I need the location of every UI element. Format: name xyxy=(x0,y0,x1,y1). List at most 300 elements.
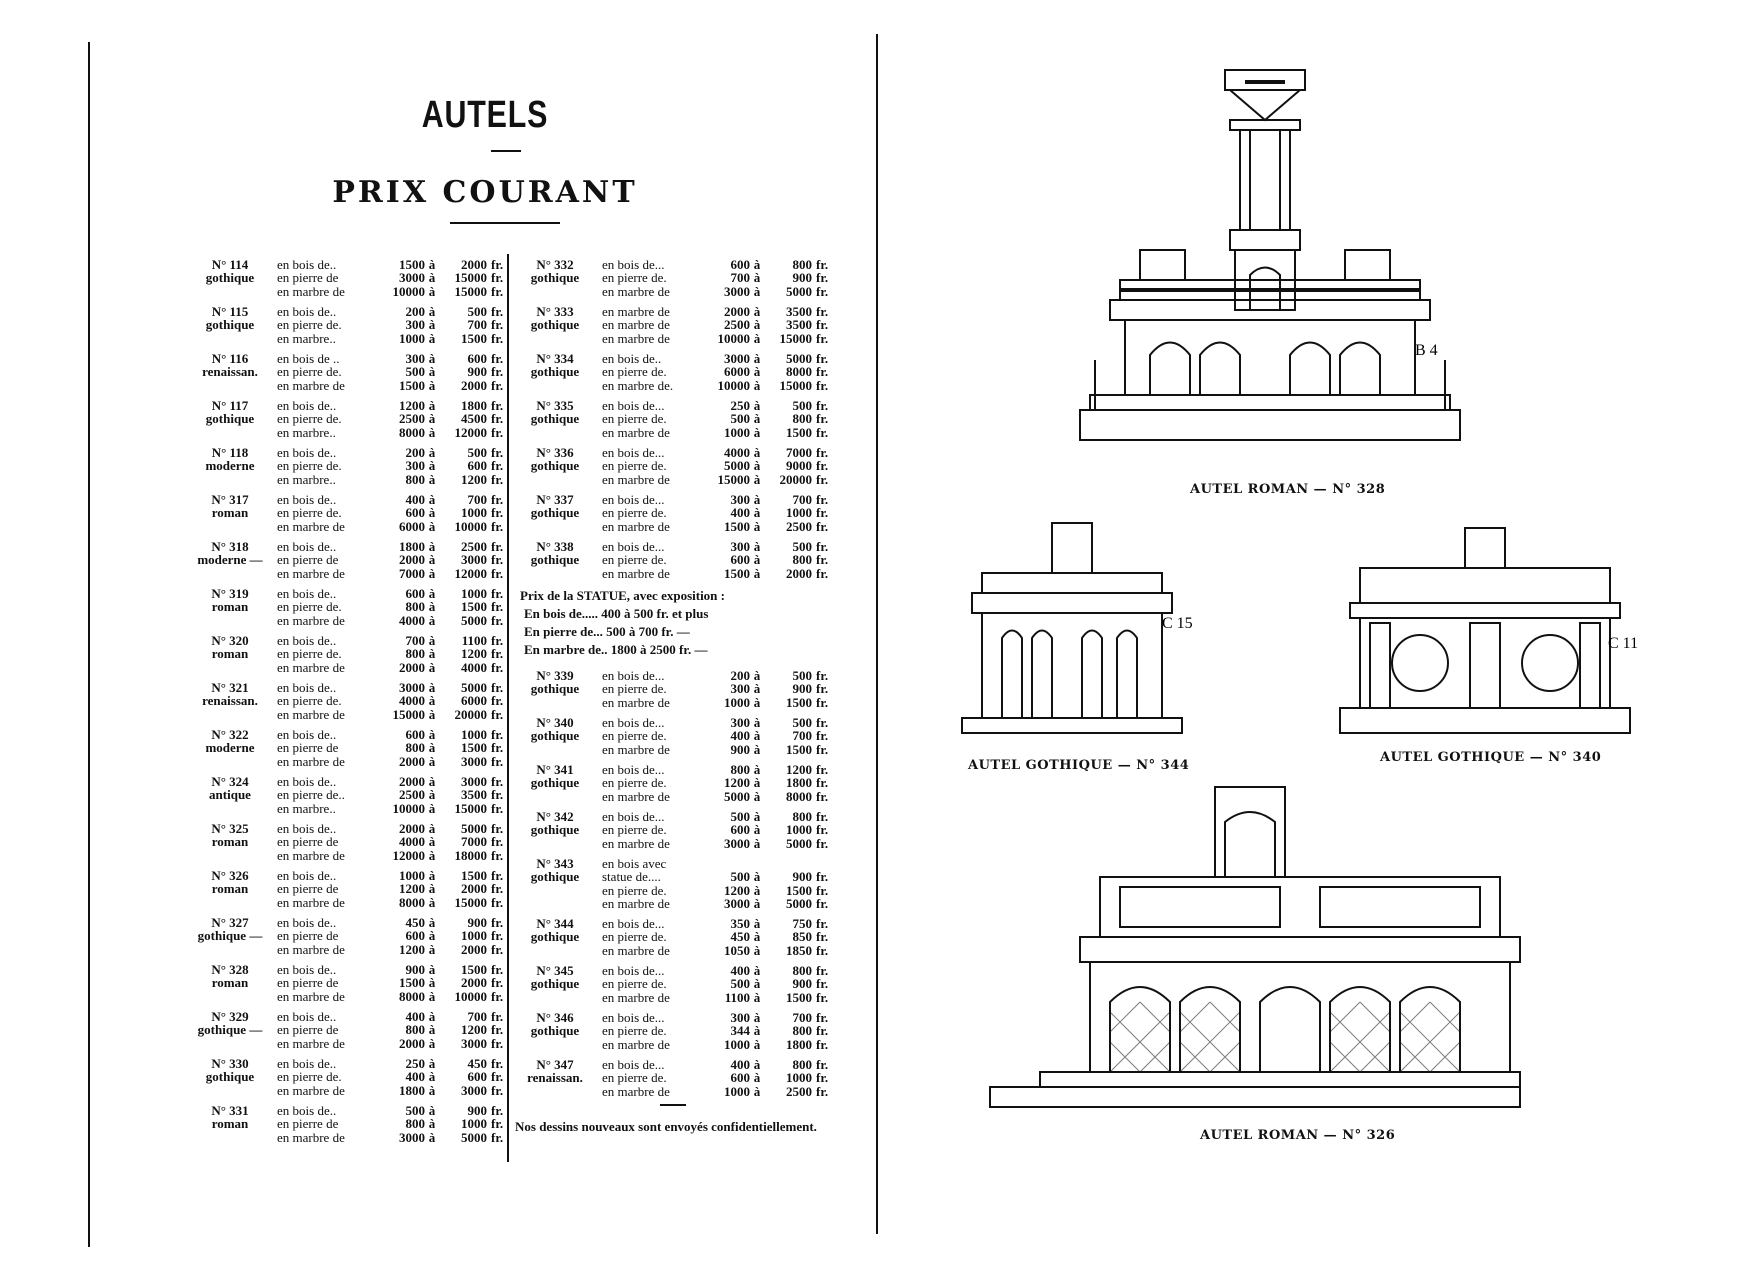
caption-altar-340: AUTEL GOTHIQUE — N° 340 xyxy=(1380,750,1602,765)
entry-number: N° 343 xyxy=(536,856,574,871)
price-a: à xyxy=(428,565,436,581)
price-lo: 4000 xyxy=(399,612,425,628)
price-mat: en bois de... xyxy=(602,809,665,824)
price-fr: fr. xyxy=(491,659,504,675)
price-fr: fr. xyxy=(491,505,504,521)
price-mat: en bois de.. xyxy=(277,1009,337,1024)
entry-label xyxy=(510,305,600,332)
price-a: à xyxy=(428,612,436,628)
price-lo: 1800 xyxy=(399,1082,425,1098)
price-mat: en pierre de. xyxy=(277,505,342,521)
price-mat: en marbre de xyxy=(277,988,345,1004)
price-entry xyxy=(510,964,930,1011)
price-lo: 1200 xyxy=(724,882,750,898)
price-lo: 344 xyxy=(730,1023,750,1039)
price-hi: 3000 xyxy=(461,1082,487,1098)
price-mat: en marbre de xyxy=(602,989,670,1005)
price-row xyxy=(277,352,515,365)
price-fr: fr. xyxy=(491,787,504,803)
entry-label xyxy=(510,857,600,884)
price-row xyxy=(602,285,840,298)
entry-number: N° 347 xyxy=(536,1057,574,1072)
price-a: à xyxy=(428,351,436,366)
price-lo: 600 xyxy=(405,928,425,944)
price-mat: en marbre de xyxy=(602,304,670,319)
price-row xyxy=(277,1057,515,1070)
price-row xyxy=(602,365,840,378)
price-lo: 600 xyxy=(405,727,425,742)
price-row xyxy=(277,681,515,694)
price-mat: en marbre de xyxy=(277,1129,345,1145)
price-mat: en bois de.. xyxy=(277,1103,337,1118)
entry-style: gothique xyxy=(205,411,255,427)
price-entry xyxy=(510,399,930,446)
price-fr: fr. xyxy=(816,741,829,757)
price-hi: 3500 xyxy=(461,787,487,803)
price-row xyxy=(602,897,840,910)
price-fr: fr. xyxy=(491,740,504,756)
price-fr: fr. xyxy=(491,351,504,366)
price-fr: fr. xyxy=(491,1103,504,1118)
price-a: à xyxy=(428,377,436,393)
price-row xyxy=(602,426,840,439)
price-lo: 1200 xyxy=(724,775,750,791)
price-mat: en pierre de xyxy=(277,1116,339,1132)
price-fr: fr. xyxy=(491,646,504,662)
price-lo: 450 xyxy=(405,915,425,930)
price-mat: en bois de.. xyxy=(277,257,337,272)
price-row xyxy=(277,567,515,580)
price-mat: en pierre de. xyxy=(277,317,342,333)
entry-number: N° 346 xyxy=(536,1010,574,1025)
price-fr: fr. xyxy=(491,330,504,346)
price-entry xyxy=(510,1058,930,1105)
price-lo: 400 xyxy=(405,492,425,507)
entry-style: gothique xyxy=(530,728,580,744)
plate-mark-c15: C 15 xyxy=(1162,615,1193,632)
price-entry xyxy=(510,763,930,810)
price-hi: 800 xyxy=(792,1023,812,1039)
entry-label xyxy=(185,399,275,426)
price-a: à xyxy=(753,809,761,824)
price-a: à xyxy=(428,727,436,742)
entry-style: renaissan. xyxy=(202,364,258,380)
price-fr: fr. xyxy=(816,869,829,885)
entry-label xyxy=(185,305,275,332)
price-a: à xyxy=(428,518,436,534)
price-mat: en pierre de. xyxy=(602,364,667,380)
price-a: à xyxy=(428,881,436,897)
price-a: à xyxy=(753,518,761,534)
price-row xyxy=(277,869,515,882)
price-lo: 1500 xyxy=(399,257,425,272)
price-fr: fr. xyxy=(491,962,504,977)
price-hi: 700 xyxy=(792,492,812,507)
price-hi: 2000 xyxy=(786,565,812,581)
price-a: à xyxy=(428,975,436,991)
price-row xyxy=(602,776,840,789)
entry-style: gothique xyxy=(530,775,580,791)
price-a: à xyxy=(428,774,436,789)
price-row xyxy=(277,822,515,835)
price-row xyxy=(277,1010,515,1023)
price-a: à xyxy=(428,586,436,601)
price-a: à xyxy=(428,552,436,568)
price-lo: 2000 xyxy=(399,659,425,675)
price-lo: 2500 xyxy=(724,317,750,333)
price-a: à xyxy=(753,694,761,710)
entry-label xyxy=(510,669,600,696)
price-fr: fr. xyxy=(816,492,829,507)
price-hi: 2000 xyxy=(461,257,487,272)
price-hi: 2500 xyxy=(786,1083,812,1099)
price-a: à xyxy=(753,445,761,460)
price-mat: en marbre de xyxy=(277,612,345,628)
price-row xyxy=(602,669,840,682)
price-fr: fr. xyxy=(816,1070,829,1086)
price-fr: fr. xyxy=(816,835,829,851)
price-fr: fr. xyxy=(491,364,504,380)
entry-style: gothique xyxy=(530,317,580,333)
entry-label xyxy=(510,763,600,790)
price-fr: fr. xyxy=(816,668,829,683)
entry-number: N° 320 xyxy=(211,633,249,648)
entry-label xyxy=(185,258,275,285)
price-row xyxy=(277,661,515,674)
price-fr: fr. xyxy=(491,565,504,581)
entry-style: renaissan. xyxy=(202,693,258,709)
price-column-right xyxy=(510,258,930,1105)
entry-label xyxy=(510,810,600,837)
entry-style: roman xyxy=(211,505,249,521)
price-a: à xyxy=(753,741,761,757)
price-entry xyxy=(510,540,930,587)
price-lo: 2000 xyxy=(399,753,425,769)
price-row xyxy=(277,882,515,895)
price-row xyxy=(277,775,515,788)
price-row xyxy=(277,426,515,439)
caption-altar-328: AUTEL ROMAN — N° 328 xyxy=(1190,482,1386,497)
price-entry xyxy=(510,493,930,540)
price-fr: fr. xyxy=(816,929,829,945)
price-list-page xyxy=(95,40,875,1240)
price-entry xyxy=(510,716,930,763)
price-fr: fr. xyxy=(816,471,829,487)
price-mat: en marbre de xyxy=(277,659,345,675)
price-hi: 5000 xyxy=(461,680,487,695)
price-lo: 3000 xyxy=(724,351,750,366)
price-lo: 1050 xyxy=(724,942,750,958)
entry-number: N° 341 xyxy=(536,762,574,777)
price-mat: en bois de.. xyxy=(277,445,337,460)
price-mat: en pierre de xyxy=(277,740,339,756)
left-margin-rule xyxy=(88,42,90,1247)
price-mat: en pierre de xyxy=(277,928,339,944)
price-lo: 2000 xyxy=(399,821,425,836)
price-mat: en marbre de xyxy=(602,283,670,299)
price-row xyxy=(277,506,515,519)
price-lo: 2000 xyxy=(724,304,750,319)
price-fr: fr. xyxy=(491,706,504,722)
page-subtitle: PRIX COURANT xyxy=(332,175,638,210)
price-fr: fr. xyxy=(816,882,829,898)
price-hi: 900 xyxy=(467,915,487,930)
price-hi: 9000 xyxy=(786,458,812,474)
price-hi: 900 xyxy=(792,270,812,286)
price-row xyxy=(602,870,840,883)
price-fr: fr. xyxy=(491,257,504,272)
entry-number: N° 324 xyxy=(211,774,249,789)
entry-style: gothique xyxy=(205,1069,255,1085)
entry-number: N° 339 xyxy=(536,668,574,683)
price-hi: 15000 xyxy=(454,800,487,816)
price-a: à xyxy=(428,270,436,286)
price-hi: 3000 xyxy=(461,774,487,789)
price-mat: en pierre de. xyxy=(602,411,667,427)
price-a: à xyxy=(753,822,761,838)
price-a: à xyxy=(428,646,436,662)
price-lo: 1500 xyxy=(399,975,425,991)
price-row xyxy=(602,944,840,957)
price-fr: fr. xyxy=(816,728,829,744)
price-lo: 800 xyxy=(405,1022,425,1038)
entry-number: N° 322 xyxy=(211,727,249,742)
price-row xyxy=(602,884,840,897)
price-mat: en bois de.. xyxy=(277,962,337,977)
price-a: à xyxy=(428,317,436,333)
price-a: à xyxy=(753,916,761,931)
price-hi: 700 xyxy=(467,317,487,333)
entry-label xyxy=(510,399,600,426)
price-row xyxy=(277,647,515,660)
price-hi: 2000 xyxy=(461,975,487,991)
price-hi: 1800 xyxy=(461,398,487,413)
price-fr: fr. xyxy=(491,398,504,413)
price-row xyxy=(602,917,840,930)
price-a: à xyxy=(753,788,761,804)
price-hi: 1500 xyxy=(786,989,812,1005)
price-mat: en marbre de xyxy=(602,942,670,958)
price-fr: fr. xyxy=(816,317,829,333)
price-fr: fr. xyxy=(491,881,504,897)
price-a: à xyxy=(753,715,761,730)
entry-style: gothique — xyxy=(197,1022,263,1038)
price-hi: 700 xyxy=(467,492,487,507)
entry-number: N° 334 xyxy=(536,351,574,366)
price-mat: en bois de.. xyxy=(277,539,337,554)
price-a: à xyxy=(753,835,761,851)
price-hi: 2000 xyxy=(461,881,487,897)
price-row xyxy=(602,446,840,459)
price-lo: 2500 xyxy=(399,787,425,803)
price-mat: en marbre de xyxy=(602,895,670,911)
price-fr: fr. xyxy=(816,565,829,581)
price-row xyxy=(602,506,840,519)
price-mat: en marbre.. xyxy=(277,471,336,487)
price-a: à xyxy=(753,1036,761,1052)
price-a: à xyxy=(753,317,761,333)
price-a: à xyxy=(428,834,436,850)
price-row xyxy=(602,964,840,977)
price-row xyxy=(277,1037,515,1050)
price-row xyxy=(602,1058,840,1071)
price-mat: en pierre de.. xyxy=(277,787,345,803)
price-fr: fr. xyxy=(816,1036,829,1052)
price-hi: 1200 xyxy=(461,1022,487,1038)
title-dash xyxy=(491,150,521,152)
entry-number: N° 337 xyxy=(536,492,574,507)
price-row xyxy=(602,1024,840,1037)
price-row xyxy=(602,379,840,392)
price-hi: 1500 xyxy=(786,741,812,757)
price-lo: 600 xyxy=(730,822,750,838)
price-lo: 1500 xyxy=(399,377,425,393)
price-row xyxy=(277,634,515,647)
price-fr: fr. xyxy=(816,788,829,804)
price-row xyxy=(602,743,840,756)
price-hi: 1500 xyxy=(786,694,812,710)
price-a: à xyxy=(753,929,761,945)
price-row xyxy=(277,1084,515,1097)
price-hi: 1500 xyxy=(461,599,487,615)
price-hi: 1500 xyxy=(786,424,812,440)
price-mat: en pierre de. xyxy=(277,646,342,662)
entry-style: gothique xyxy=(530,681,580,697)
price-fr: fr. xyxy=(816,351,829,366)
price-a: à xyxy=(753,1083,761,1099)
price-a: à xyxy=(428,847,436,863)
entry-label xyxy=(185,540,275,567)
price-hi: 3500 xyxy=(786,317,812,333)
price-row xyxy=(277,849,515,862)
price-hi: 15000 xyxy=(779,377,812,393)
entry-number: N° 328 xyxy=(211,962,249,977)
price-lo: 600 xyxy=(405,586,425,601)
price-row xyxy=(277,258,515,271)
price-hi: 500 xyxy=(467,445,487,460)
price-lo: 300 xyxy=(730,681,750,697)
entry-label xyxy=(510,540,600,567)
price-row xyxy=(602,729,840,742)
price-a: à xyxy=(753,424,761,440)
price-a: à xyxy=(753,283,761,299)
price-hi: 800 xyxy=(792,411,812,427)
plate-mark-b4: B 4 xyxy=(1415,342,1438,359)
price-lo: 400 xyxy=(730,505,750,521)
price-lo: 800 xyxy=(730,762,750,777)
price-mat: en bois de.. xyxy=(277,680,337,695)
price-a: à xyxy=(428,1116,436,1132)
price-lo: 400 xyxy=(405,1069,425,1085)
price-row xyxy=(277,600,515,613)
price-mat: en pierre de xyxy=(277,975,339,991)
price-fr: fr. xyxy=(491,518,504,534)
price-mat: en bois de.. xyxy=(277,915,337,930)
price-lo: 500 xyxy=(730,976,750,992)
price-fr: fr. xyxy=(491,915,504,930)
entry-style: roman xyxy=(211,646,249,662)
price-group-a xyxy=(510,258,930,587)
price-mat: en pierre de. xyxy=(277,599,342,615)
price-row xyxy=(602,520,840,533)
price-hi: 1200 xyxy=(786,762,812,777)
entry-label xyxy=(185,352,275,379)
price-row xyxy=(277,305,515,318)
price-mat: en pierre de. xyxy=(277,693,342,709)
price-lo: 600 xyxy=(730,257,750,272)
price-hi: 1000 xyxy=(786,505,812,521)
price-mat: en marbre de xyxy=(602,518,670,534)
price-row xyxy=(277,614,515,627)
price-mat: en pierre de. xyxy=(602,552,667,568)
price-fr: fr. xyxy=(816,330,829,346)
price-mat: en marbre de xyxy=(602,317,670,333)
price-a: à xyxy=(753,505,761,521)
price-fr: fr. xyxy=(491,492,504,507)
price-a: à xyxy=(428,706,436,722)
price-mat: en pierre de. xyxy=(602,1023,667,1039)
price-mat: en bois de... xyxy=(602,257,665,272)
illustrations-page xyxy=(900,40,1740,1260)
price-lo: 4000 xyxy=(724,445,750,460)
price-mat: en marbre de xyxy=(602,694,670,710)
price-row xyxy=(602,553,840,566)
price-hi: 8000 xyxy=(786,788,812,804)
price-hi: 5000 xyxy=(786,835,812,851)
price-mat: en marbre de xyxy=(277,1035,345,1051)
entry-style: roman xyxy=(211,599,249,615)
entry-style: gothique xyxy=(530,976,580,992)
price-a: à xyxy=(428,505,436,521)
entry-style: gothique xyxy=(530,505,580,521)
price-mat: en bois de.. xyxy=(277,1056,337,1071)
price-fr: fr. xyxy=(491,1022,504,1038)
price-lo: 200 xyxy=(730,668,750,683)
entry-style: gothique xyxy=(205,317,255,333)
price-mat: en pierre de. xyxy=(602,882,667,898)
price-row xyxy=(602,332,840,345)
price-lo: 450 xyxy=(730,929,750,945)
price-hi: 15000 xyxy=(454,894,487,910)
price-mat: en bois de... xyxy=(602,668,665,683)
price-entry xyxy=(510,446,930,493)
price-lo: 200 xyxy=(405,304,425,319)
price-row xyxy=(277,708,515,721)
price-lo: 5000 xyxy=(724,458,750,474)
price-a: à xyxy=(753,257,761,272)
price-mat: en bois de.. xyxy=(277,633,337,648)
price-lo: 600 xyxy=(405,505,425,521)
price-lo: 8000 xyxy=(399,424,425,440)
price-hi: 800 xyxy=(792,257,812,272)
price-row xyxy=(277,929,515,942)
price-row xyxy=(277,399,515,412)
price-hi: 2000 xyxy=(461,941,487,957)
price-hi: 900 xyxy=(467,1103,487,1118)
price-fr: fr. xyxy=(491,304,504,319)
price-entry xyxy=(510,352,930,399)
price-mat: en bois de... xyxy=(602,1010,665,1025)
price-a: à xyxy=(753,775,761,791)
price-a: à xyxy=(753,411,761,427)
price-mat: en bois de .. xyxy=(277,351,340,366)
price-mat: en pierre de. xyxy=(277,364,342,380)
price-row xyxy=(602,837,840,850)
entry-label xyxy=(185,822,275,849)
price-a: à xyxy=(753,895,761,911)
price-a: à xyxy=(428,1069,436,1085)
entry-label xyxy=(510,1011,600,1038)
